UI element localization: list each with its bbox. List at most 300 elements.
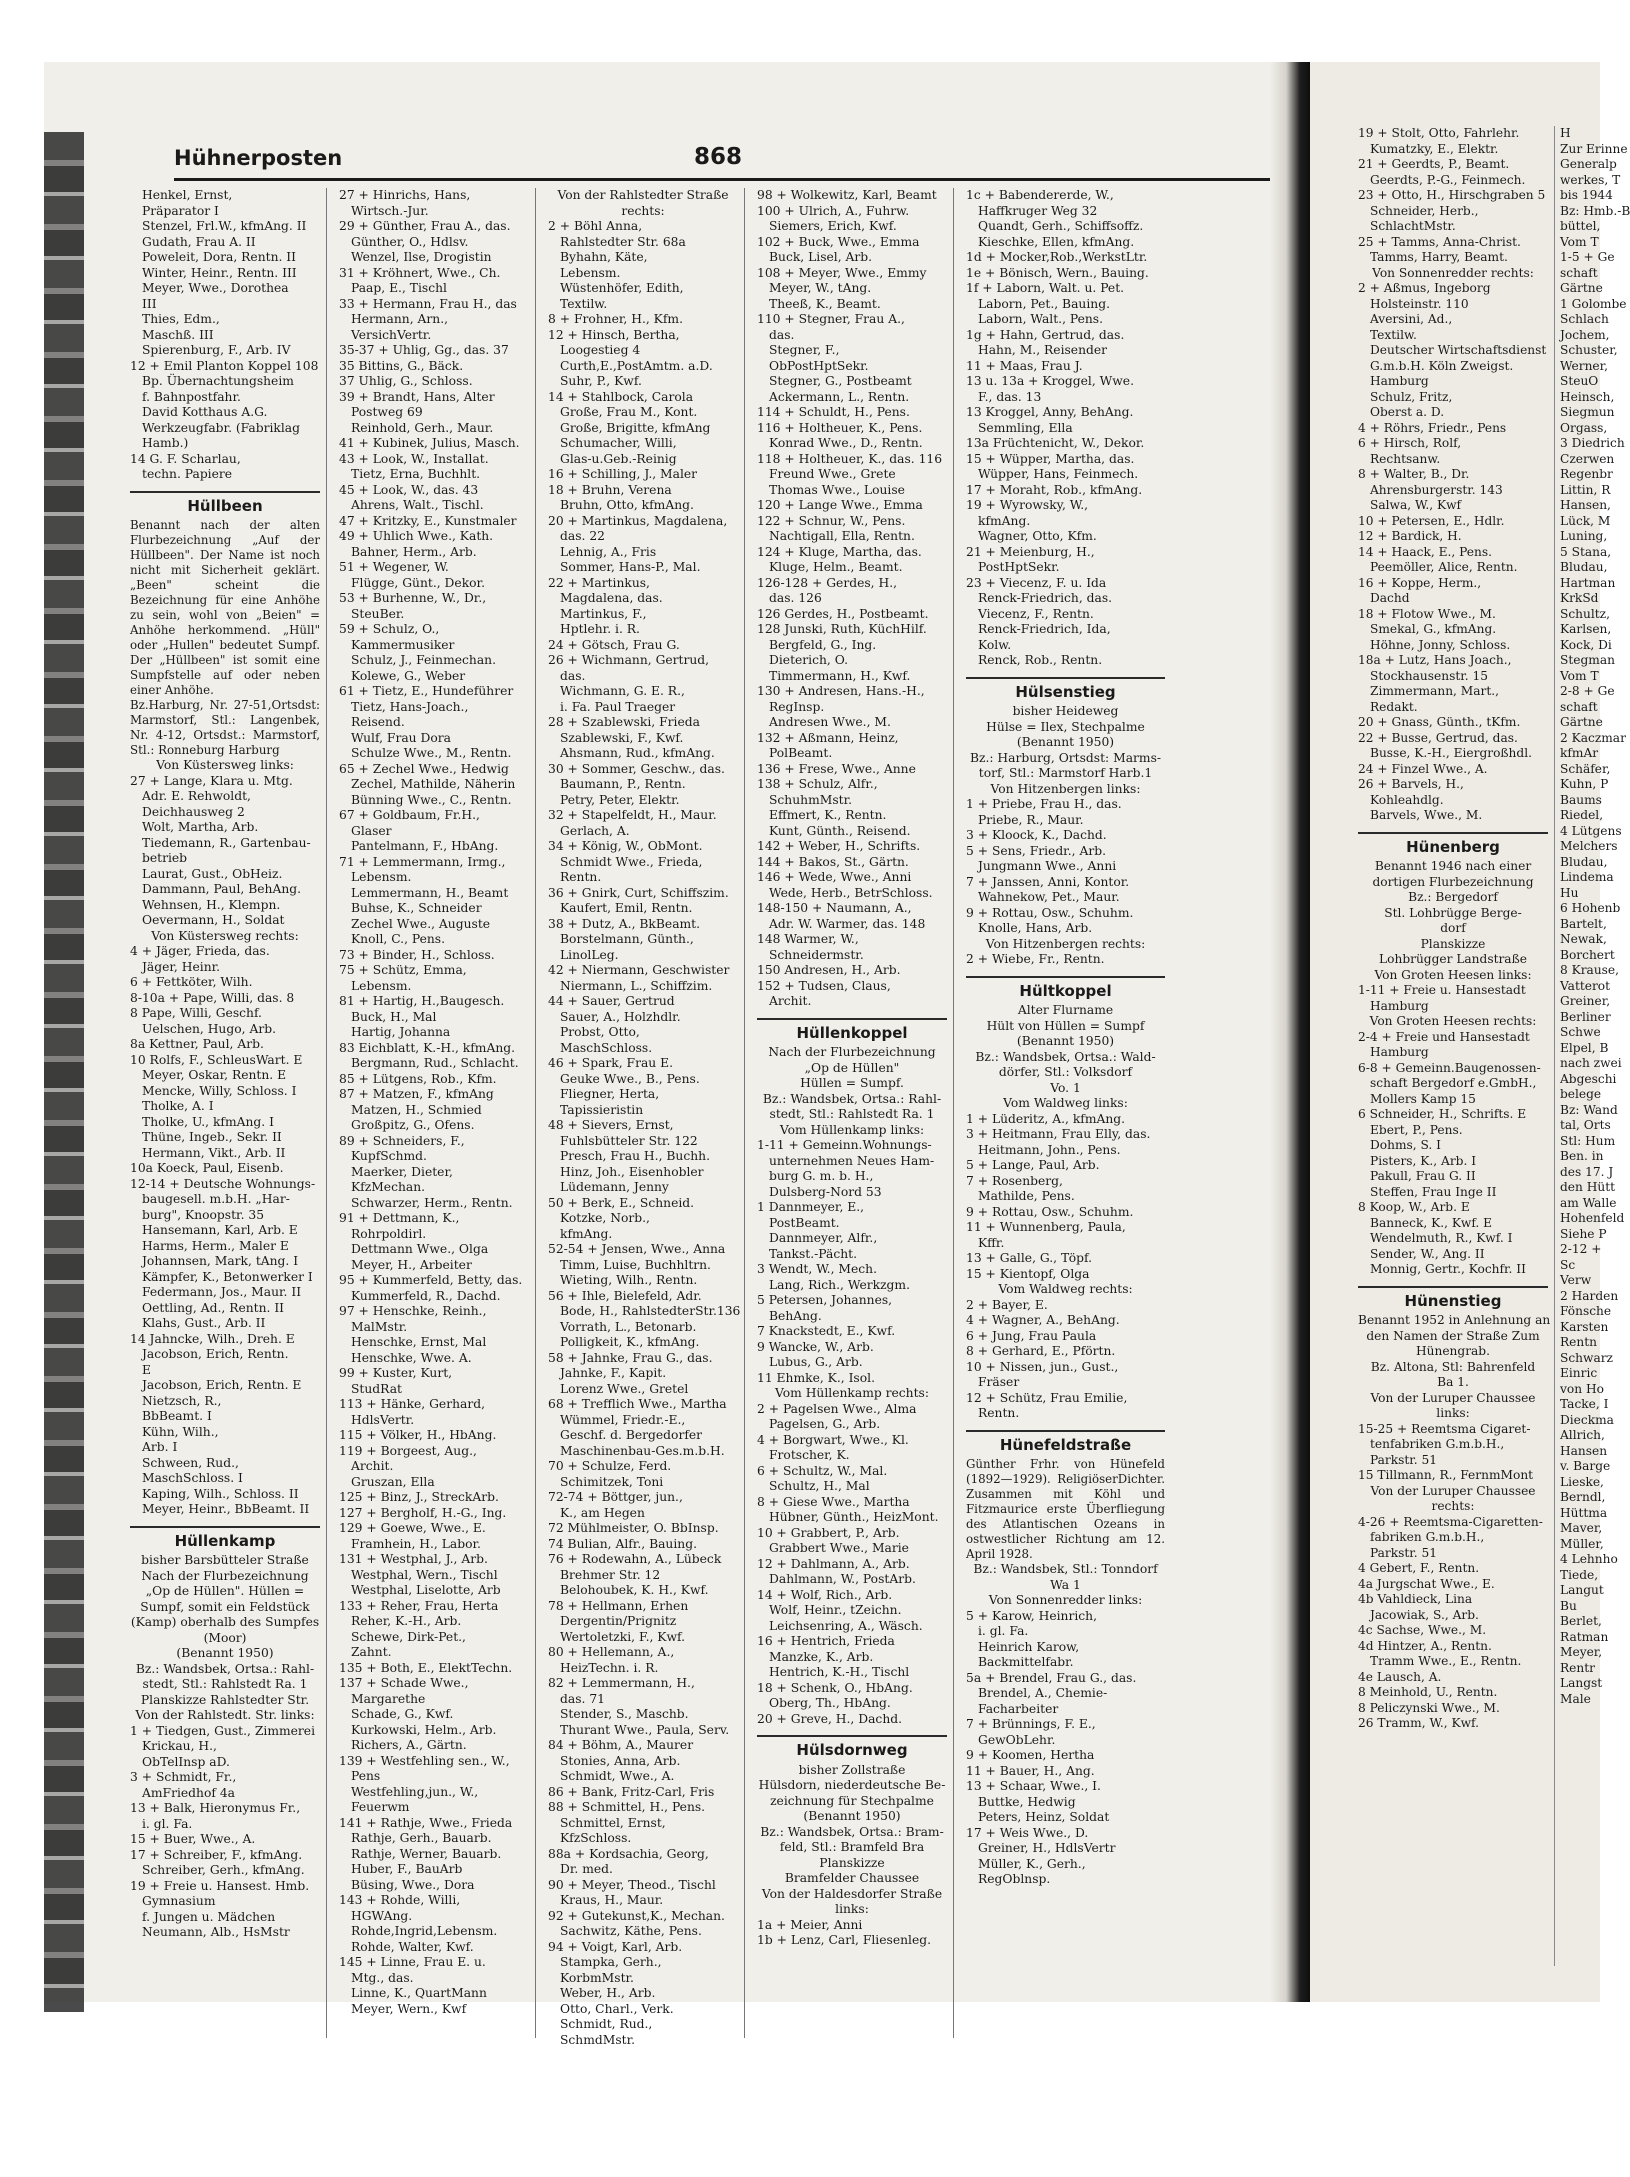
address-line: 11 + Bauer, H., Ang. <box>966 1763 1095 1778</box>
section-line: (Moor) <box>203 1630 247 1645</box>
address-line: 2 + Pagelsen Wwe., Alma <box>757 1401 917 1416</box>
resident-line: Pakull, Frau G. II <box>1370 1169 1476 1183</box>
resident-line: Wendelmuth, R., Kwf. I <box>1370 1231 1513 1245</box>
address-line: Male <box>1560 1691 1591 1706</box>
address-line: Langst <box>1560 1676 1603 1690</box>
section-line: (Benannt 1950) <box>1016 1034 1115 1048</box>
resident-line: Greiner, H., HdlsVertr <box>978 1841 1116 1855</box>
address-line: Rentr <box>1560 1660 1595 1675</box>
resident-line: SchlachtMstr. <box>1370 219 1456 233</box>
resident-line: kfmAng. <box>560 1226 613 1241</box>
resident-line: Henkel, Ernst, <box>142 188 233 202</box>
address-line: 10 + Nissen, jun., Gust., <box>966 1359 1119 1374</box>
resident-line: Sender, W., Ang. II <box>1370 1246 1485 1261</box>
address-line: 1 + Priebe, Frau H., das. <box>966 797 1122 811</box>
address-line: 120 + Lange Wwe., Emma <box>757 498 923 512</box>
section-line: bisher Heideweg <box>1012 704 1119 718</box>
resident-line: SchmdMstr. <box>560 2032 636 2047</box>
resident-line: Meyer, Wwe., Dorothea <box>142 281 289 295</box>
address-line: des 17. J <box>1560 1164 1614 1179</box>
address-line: Berliner <box>1560 1009 1611 1024</box>
resident-line: Stenzel, Frl.W., kfmAng. II <box>142 219 307 233</box>
address-line: 2 Kaczmar <box>1560 730 1626 745</box>
resident-line: Haffkruger Weg 32 <box>978 203 1098 218</box>
resident-line: Rahlstedter Str. 68a <box>560 234 686 249</box>
address-line: 47 + Kritzky, E., Kunstmaler <box>339 513 517 528</box>
resident-line: HdlsVertr. <box>351 1412 415 1427</box>
resident-line: Hentrich, K.-H., Tischl <box>769 1665 910 1679</box>
resident-line: Hamburg <box>1370 374 1429 388</box>
resident-line: MalMstr. <box>351 1319 408 1334</box>
resident-line: Manzke, K., Arb. <box>769 1649 874 1664</box>
address-line: 50 + Berk, E., Schneid. <box>548 1195 695 1210</box>
resident-line: Frotscher, K. <box>769 1448 850 1462</box>
address-line: Generalp <box>1560 157 1617 171</box>
address-line: 4e Lausch, A. <box>1358 1669 1442 1684</box>
address-line: 68 + Trefflich Wwe., Martha <box>548 1397 727 1411</box>
address-line: 110 + Stegner, Frau A., <box>757 312 905 326</box>
address-line: 35 Bittins, G., Bäck. <box>339 358 464 373</box>
resident-line: Buck, Lisel, Arb. <box>769 250 873 264</box>
address-line: von Ho <box>1560 1381 1604 1396</box>
resident-line: Maerker, Dieter, <box>351 1164 453 1179</box>
resident-line: Jacobson, Erich, Rentn. E <box>142 1378 302 1392</box>
resident-line: Bruhn, Otto, kfmAng. <box>560 498 694 512</box>
resident-line: Meyer, W., tAng. <box>769 281 872 295</box>
address-line: Berndl, <box>1560 1490 1606 1504</box>
section-line: Bramfelder Chaussee <box>784 1871 920 1885</box>
resident-line: Archit. <box>769 994 812 1008</box>
resident-line: Kolewe, G., Weber <box>351 668 466 683</box>
address-line: KrkSd <box>1560 591 1599 605</box>
section-line: Von der Luruper Chaussee <box>1370 1483 1536 1498</box>
resident-line: Neumann, Alb., HsMstr <box>142 1925 290 1939</box>
resident-line: Henschke, Wwe. A. <box>351 1350 472 1365</box>
address-line: 5 Petersen, Johannes, <box>757 1293 893 1307</box>
address-line: kfmAr <box>1560 746 1599 760</box>
address-line: 71 + Lemmermann, Irmg., <box>339 854 506 869</box>
address-line: 6 + Hirsch, Rolf, <box>1358 436 1462 450</box>
address-line: 8-10a + Pape, Willi, das. 8 <box>130 990 295 1005</box>
resident-line: Nachtigall, Ella, Rentn. <box>769 529 915 543</box>
resident-line: Bode, H., RahlstedterStr.136 <box>560 1304 741 1318</box>
resident-line: Thüne, Ingeb., Sekr. II <box>142 1130 282 1144</box>
address-line: Stegman <box>1560 653 1615 667</box>
resident-line: Niermann, L., Schiffzim. <box>560 978 713 993</box>
address-line: 56 + Ihle, Bielefeld, Adr. <box>548 1288 702 1303</box>
resident-line: Rentn. <box>978 1406 1020 1420</box>
address-line: 3 + Schmidt, Fr., <box>130 1770 237 1784</box>
resident-line: Maschß. III <box>142 327 214 342</box>
address-line: 70 + Schulze, Ferd. <box>548 1459 672 1473</box>
directory-column-1 <box>130 188 327 2038</box>
resident-line: Stender, S., Maschb. <box>560 1707 689 1721</box>
address-line: 48 + Sievers, Ernst, <box>548 1118 674 1132</box>
address-line: 15 + Buer, Wwe., A. <box>130 1832 256 1846</box>
resident-line: unternehmen Neues Ham- <box>769 1153 935 1168</box>
section-line: (Benannt 1950) <box>1016 735 1115 749</box>
resident-line: StudRat <box>351 1381 402 1396</box>
address-line: 138 + Schulz, Alfr., <box>757 777 878 791</box>
address-line: 13 + Balk, Hieronymus Fr., <box>130 1801 301 1815</box>
resident-line: Wichmann, G. E. R., <box>560 684 685 698</box>
section-line: rechts: <box>1431 1499 1475 1513</box>
section-line: Von Hitzenbergen links: <box>990 781 1141 796</box>
address-line: 89 + Schneiders, F., <box>339 1133 465 1148</box>
resident-line: das. 126 <box>769 591 822 605</box>
section-line: Von Hitzenbergen rechts: <box>985 936 1146 951</box>
address-line: 97 + Henschke, Reinh., <box>339 1304 487 1318</box>
resident-line: Leichsenring, A., Wäsch. <box>769 1618 923 1633</box>
address-line: 98 + Wolkewitz, Karl, Beamt <box>757 188 937 202</box>
address-line: 8 + Gerhard, E., Pförtn. <box>966 1344 1116 1358</box>
resident-line: Kumatzky, E., Elektr. <box>1370 141 1499 156</box>
resident-line: Stonies, Anna, Arb. <box>560 1753 681 1768</box>
facing-column-2-cut <box>1560 126 1630 1976</box>
resident-line: Schumacher, Willi, <box>560 436 677 450</box>
resident-line: Belohoubek, K. H., Kwf. <box>560 1583 709 1597</box>
resident-line: Tiedemann, R., Gartenbau- <box>142 835 311 850</box>
resident-line: SteuBer. <box>351 606 405 621</box>
section-line: „Op de Hüllen" <box>804 1060 900 1075</box>
resident-line: Westphal, Wern., Tischl <box>351 1567 498 1582</box>
resident-line: Dahlmann, W., PostArb. <box>769 1572 916 1586</box>
address-line: 1b + Lenz, Carl, Fliesenleg. <box>757 1933 932 1947</box>
address-line: 73 + Binder, H., Schloss. <box>339 947 495 962</box>
address-line: 29 + Günther, Frau A., das. <box>339 219 511 233</box>
address-line: 126-128 + Gerdes, H., <box>757 575 898 590</box>
address-line: 18a + Lutz, Hans Joach., <box>1358 653 1512 667</box>
address-line: 26 + Barvels, H., <box>1358 777 1464 791</box>
resident-line: Laborn, Pet., Bauing. <box>978 296 1110 311</box>
resident-line: Hansemann, Karl, Arb. E <box>142 1223 298 1237</box>
address-line: 18 + Flotow Wwe., M. <box>1358 606 1496 621</box>
address-line: 99 + Kuster, Kurt, <box>339 1366 453 1380</box>
resident-line: G.m.b.H. Köln Zweigst. <box>1370 358 1514 373</box>
address-line: 16 + Hentrich, Frieda <box>757 1634 895 1648</box>
address-line: Vom T <box>1560 234 1599 249</box>
resident-line: Knolle, Hans, Arb. <box>978 921 1093 935</box>
resident-line: Wüstenhöfer, Edith, <box>560 281 684 295</box>
address-line: Melchers <box>1560 839 1618 853</box>
section-line: links: <box>1436 1406 1470 1420</box>
resident-line: Wertoletzki, F., Kwf. <box>560 1629 686 1644</box>
street-heading: Hünenstieg <box>1358 1286 1548 1310</box>
resident-line: Höhne, Jonny, Schloss. <box>1370 637 1511 652</box>
street-heading: Hüllenkoppel <box>757 1018 947 1042</box>
address-line: 127 + Bergholf, H.-G., Ing. <box>339 1505 507 1520</box>
address-line: 61 + Tietz, E., Hundeführer <box>339 684 514 698</box>
address-line: 152 + Tudsen, Claus, <box>757 978 891 993</box>
address-line: 51 + Wegener, W. <box>339 560 449 574</box>
address-line: 15 + Kientopf, Olga <box>966 1266 1090 1281</box>
address-line: 11 + Maas, Frau J. <box>966 358 1083 373</box>
address-line: 2 Harden <box>1560 1288 1619 1303</box>
address-line: 12 + Hinsch, Bertha, <box>548 327 680 342</box>
section-line: dörfer, Stl.: Volksdorf <box>998 1065 1133 1079</box>
address-line: 18 + Schenk, O., HbAng. <box>757 1680 913 1695</box>
resident-line: PolBeamt. <box>769 746 833 760</box>
resident-line: Deutscher Wirtschaftsdienst <box>1370 343 1547 357</box>
street-note: Günther Frhr. von Hünefeld (1892—1929). ReligiöserDichter. Zusammen mit Köhl und Fitzmaurice erste Überfliegung des Atlantischen Ozeans in ostwestlicher Richtung am 12. April 1928. <box>966 1457 1165 1561</box>
address-line: 36 + Gnirk, Curt, Schiffszim. <box>548 885 729 900</box>
section-line: Nach der Flurbezeichnung <box>768 1045 936 1059</box>
address-line: 4a Jurgschat Wwe., E. <box>1358 1576 1495 1591</box>
resident-line: Wirtsch.-Jur. <box>351 203 429 218</box>
resident-line: Lubus, G., Arb. <box>769 1355 863 1369</box>
address-line: 37 Uhlig, G., Schloss. <box>339 374 473 388</box>
address-line: Czerwen <box>1560 451 1615 466</box>
resident-line: Adr. E. Rehwoldt, <box>142 789 251 803</box>
address-line: 108 + Meyer, Wwe., Emmy <box>757 265 927 280</box>
address-line: 1f + Laborn, Walt. u. Pet. <box>966 281 1125 295</box>
resident-line: K., am Hegen <box>560 1505 645 1520</box>
address-line: Stl: Hum <box>1560 1133 1616 1148</box>
resident-line: Laurat, Gust., ObHeiz. <box>142 866 283 881</box>
resident-line: Archit. <box>351 1459 394 1473</box>
address-line: 5 + Lange, Paul, Arb. <box>966 1158 1100 1172</box>
resident-line: Probst, Otto, <box>560 1025 640 1039</box>
address-line: 8 Peliczynski Wwe., M. <box>1358 1700 1500 1715</box>
address-line: 4 Lehnho <box>1560 1552 1618 1566</box>
address-line: Kock, Di <box>1560 637 1612 652</box>
resident-line: Weber, H., Arb. <box>560 1986 656 2000</box>
address-line: 133 + Reher, Frau, Herta <box>339 1598 499 1613</box>
resident-line: Wenzel, Ilse, Drogistin <box>351 250 492 264</box>
resident-line: Federmann, Jos., Maur. II <box>142 1285 302 1299</box>
address-line: 8 + Walter, B., Dr. <box>1358 467 1470 481</box>
resident-line: ObPostHptSekr. <box>769 358 869 373</box>
directory-column-2 <box>339 188 536 2038</box>
address-line: 1-11 + Gemeinn.Wohnungs- <box>757 1138 932 1152</box>
address-line: 4 Lütgens <box>1560 823 1622 838</box>
address-line: 12-14 + Deutsche Wohnungs- <box>130 1176 316 1191</box>
address-line: Vom T <box>1560 668 1599 683</box>
resident-line: Jahnke, F., Kapit. <box>560 1366 667 1380</box>
address-line: 1a + Meier, Anni <box>757 1917 863 1932</box>
resident-line: Buttke, Hedwig <box>978 1794 1076 1809</box>
resident-line: Meyer, Oskar, Rentn. E <box>142 1068 287 1082</box>
resident-line: Dergentin/Prignitz <box>560 1614 677 1628</box>
resident-line: Westfehling,jun., W., <box>351 1784 479 1799</box>
address-line: 22 + Busse, Gertrud, das. <box>1358 730 1518 745</box>
resident-line: Renck, Rob., Rentn. <box>978 653 1103 667</box>
address-line: 33 + Hermann, Frau H., das <box>339 296 517 311</box>
address-line: Einric <box>1560 1366 1598 1380</box>
address-line: 10 + Grabbert, P., Arb. <box>757 1525 900 1540</box>
section-line: Hült von Hüllen = Sumpf <box>986 1018 1145 1033</box>
resident-line: Meyer, H., Arbeiter <box>351 1257 472 1272</box>
address-line: 13 + Galle, G., Töpf. <box>966 1251 1093 1265</box>
section-line: Von der Haldesdorfer Straße <box>761 1886 943 1901</box>
resident-line: Tramm Wwe., E., Rentn. <box>1370 1654 1522 1668</box>
address-line: 9 + Koomen, Hertha <box>966 1748 1095 1762</box>
address-line: 2-12 + <box>1560 1242 1602 1256</box>
address-line: 38 + Dutz, A., BkBeamt. <box>548 916 701 931</box>
resident-line: f. Jungen u. Mädchen <box>142 1909 276 1924</box>
resident-line: Kffr. <box>978 1235 1005 1250</box>
resident-line: Zimmermann, Mart., <box>1370 684 1500 698</box>
address-line: 8 Krause, <box>1560 963 1620 977</box>
resident-line: Mollers Kamp 15 <box>1370 1091 1476 1106</box>
resident-line: Hamb.) <box>142 436 189 450</box>
resident-line: Werkzeugfabr. (Fabriklag <box>142 420 300 435</box>
address-line: 4-26 + Reemtsma-Cigaretten- <box>1358 1514 1543 1529</box>
resident-line: Brehmer Str. 12 <box>560 1567 661 1582</box>
address-line: 9 + Rottau, Osw., Schuhm. <box>966 905 1134 920</box>
street-heading: Hüllbeen <box>130 491 320 515</box>
address-line: Lück, M <box>1560 513 1611 528</box>
address-line: 13 u. 13a + Kroggel, Wwe. <box>966 374 1134 388</box>
address-line: 8 + Frohner, H., Kfm. <box>548 312 683 326</box>
resident-line: Lehnig, A., Fris <box>560 544 657 559</box>
section-line: Bz.: Wandsbek, Ortsa.: Wald- <box>975 1049 1156 1064</box>
resident-line: Siemers, Erich, Kwf. <box>769 219 897 233</box>
section-line: Planskizze <box>1420 936 1486 951</box>
address-line: 67 + Goldbaum, Fr.H., <box>339 808 480 822</box>
resident-line: Reinhold, Gerh., Maur. <box>351 420 494 435</box>
facing-page <box>1310 62 1630 2002</box>
section-line: den Namen der Straße Zum <box>1366 1328 1540 1343</box>
resident-line: Schewe, Dirk-Pet., <box>351 1629 466 1644</box>
directory-column-3 <box>548 188 745 2047</box>
address-line: 6 + Jung, Frau Paula <box>966 1328 1097 1343</box>
address-line: 150 Andresen, H., Arb. <box>757 963 901 977</box>
street-heading: Hüllenkamp <box>130 1526 320 1550</box>
directory-column-4 <box>757 188 954 2038</box>
resident-line: Barvels, Wwe., M. <box>1370 808 1483 822</box>
resident-line: Petry, Peter, Elektr. <box>560 792 680 807</box>
resident-line: Tholke, U., kfmAng. I <box>142 1114 274 1129</box>
resident-line: Renck-Friedrich, das. <box>978 591 1113 605</box>
resident-line: Büsing, Wwe., Dora <box>351 1877 475 1892</box>
address-line: 126 Gerdes, H., Postbeamt. <box>757 606 929 621</box>
address-line: 148-150 + Naumann, A., <box>757 901 912 915</box>
resident-line: Lorenz Wwe., Gretel <box>560 1381 689 1396</box>
address-line: 5a + Brendel, Frau G., das. <box>966 1670 1137 1685</box>
address-line: Newak, <box>1560 932 1607 946</box>
resident-line: Grabbert Wwe., Marie <box>769 1541 909 1555</box>
section-line: Sumpf, somit ein Feldstück <box>140 1599 310 1614</box>
address-line: Hansen, <box>1560 498 1611 512</box>
address-line: 129 + Goewe, Wwe., E. <box>339 1521 486 1535</box>
resident-line: HGWAng. <box>351 1908 413 1923</box>
address-line: 4 + Wagner, A., BehAng. <box>966 1313 1120 1327</box>
resident-line: Deichhausweg 2 <box>142 804 245 819</box>
resident-line: Heinrich Karow, <box>978 1639 1080 1654</box>
address-line: 8 Pape, Willi, Geschf. <box>130 1006 262 1020</box>
resident-line: Schmidt, Rud., <box>560 2017 653 2031</box>
resident-line: David Kotthaus A.G. <box>142 405 268 419</box>
resident-line: Kaufert, Emil, Rentn. <box>560 901 693 915</box>
resident-line: Kotzke, Norb., <box>560 1211 650 1225</box>
resident-line: Hamburg <box>1370 1045 1429 1059</box>
resident-line: F., das. 13 <box>978 389 1042 404</box>
address-line: 131 + Westphal, J., Arb. <box>339 1552 488 1566</box>
address-line: 20 + Gnass, Günth., tKfm. <box>1358 715 1521 729</box>
resident-line: Fuhlsbütteler Str. 122 <box>560 1133 698 1148</box>
resident-line: Wulf, Frau Dora <box>351 730 451 745</box>
resident-line: Pantelmann, F., HbAng. <box>351 839 499 853</box>
address-line: 19 + Stolt, Otto, Fahrlehr. <box>1358 126 1520 140</box>
resident-line: Aversini, Ad., <box>1370 312 1453 326</box>
resident-line: Gymnasium <box>142 1894 216 1908</box>
address-line: werkes, T <box>1560 172 1621 187</box>
resident-line: Schimitzek, Toni <box>560 1474 664 1489</box>
section-line: Bz. Altona, Stl: Bahrenfeld <box>1370 1359 1536 1374</box>
address-line: 10a Koeck, Paul, Eisenb. <box>130 1161 284 1175</box>
resident-line: Stegner, G., Postbeamt <box>769 374 912 388</box>
resident-line: Hptlehr. i. R. <box>560 622 640 636</box>
resident-line: Tapissieristin <box>560 1102 644 1117</box>
address-line: bis 1944 <box>1560 188 1613 202</box>
resident-line: Winter, Heinr., Rentn. III <box>142 265 297 280</box>
address-line: 10 Rolfs, F., SchleusWart. E <box>130 1052 303 1067</box>
street-heading: Hünenberg <box>1358 832 1548 856</box>
address-line: 43 + Look, W., Installat. <box>339 451 489 466</box>
address-line: Littin, R <box>1560 482 1611 497</box>
address-line: 1 Dannmeyer, E., <box>757 1200 865 1214</box>
address-line: Sc <box>1560 1257 1576 1272</box>
resident-line: Reisend. <box>351 715 405 729</box>
section-line: Bz.: Wandsbek, Ortsa.: Rahl- <box>135 1661 315 1676</box>
resident-line: Kunt, Günth., Reisend. <box>769 823 911 838</box>
section-line: stedt, Stl.: Rahlstedt Ra. 1 <box>769 1107 935 1121</box>
address-line: 137 + Schade Wwe., <box>339 1676 469 1690</box>
section-line: dorf <box>1440 921 1466 935</box>
resident-line: Wolt, Martha, Arb. <box>142 820 259 834</box>
address-line: 17 + Weis Wwe., D. <box>966 1825 1089 1840</box>
resident-line: Lüdemann, Jenny <box>560 1180 669 1194</box>
address-line: Elpel, B <box>1560 1040 1609 1055</box>
resident-line: Otto, Charl., Verk. <box>560 2001 674 2016</box>
resident-line: Hübner, Günth., HeizMont. <box>769 1510 939 1524</box>
resident-line: Pens <box>351 1769 381 1783</box>
resident-line: Große, Brigitte, kfmAng <box>560 420 711 435</box>
resident-line: MaschSchloss. <box>560 1040 653 1055</box>
resident-line: Westphal, Liselotte, Arb <box>351 1583 501 1597</box>
address-line: 21 + Geerdts, P., Beamt. <box>1358 157 1510 171</box>
resident-line: betrieb <box>142 851 188 865</box>
resident-line: Thies, Edm., <box>142 312 220 326</box>
address-line: 4 + Jäger, Frieda, das. <box>130 944 270 958</box>
resident-line: Freund Wwe., Grete <box>769 467 896 481</box>
resident-line: Schwarzer, Herm., Rentn. <box>351 1195 513 1210</box>
address-line: 132 + Aßmann, Heinz, <box>757 730 899 745</box>
resident-line: Schulz, Fritz, <box>1370 389 1453 404</box>
resident-line: Gerlach, A. <box>560 823 630 838</box>
resident-line: Wolf, Heinr., tZeichn. <box>769 1603 902 1617</box>
resident-line: Peters, Heinz, Soldat <box>978 1810 1110 1824</box>
resident-line: Meyer, Heinr., BbBeamt. II <box>142 1502 310 1516</box>
address-line: 15 + Wüpper, Martha, das. <box>966 451 1135 466</box>
address-line: Karsten <box>1560 1319 1609 1334</box>
resident-line: Gruszan, Ella <box>351 1474 435 1489</box>
resident-line: Quandt, Gerh., Schiffsoffz. <box>978 219 1144 233</box>
address-line: 72-74 + Böttger, jun., <box>548 1490 683 1504</box>
address-line: Hohenfeld <box>1560 1211 1625 1225</box>
resident-line: Tamms, Harry, Beamt. <box>1370 250 1508 264</box>
address-line: 11 + Wunnenberg, Paula, <box>966 1220 1126 1234</box>
section-line: links: <box>835 1902 869 1916</box>
resident-line: Tietz, Erna, Buchhlt. <box>351 467 481 481</box>
resident-line: Sauer, A., Holzhdlr. <box>560 1009 681 1024</box>
address-line: 32 + Stapelfeldt, H., Maur. <box>548 808 717 822</box>
resident-line: KorbmMstr. <box>560 1970 634 1985</box>
resident-line: Wüpper, Hans, Feinmech. <box>978 467 1139 481</box>
address-line: 118 + Holtheuer, K., das. 116 <box>757 451 943 466</box>
resident-line: MaschSchloss. I <box>142 1471 243 1485</box>
